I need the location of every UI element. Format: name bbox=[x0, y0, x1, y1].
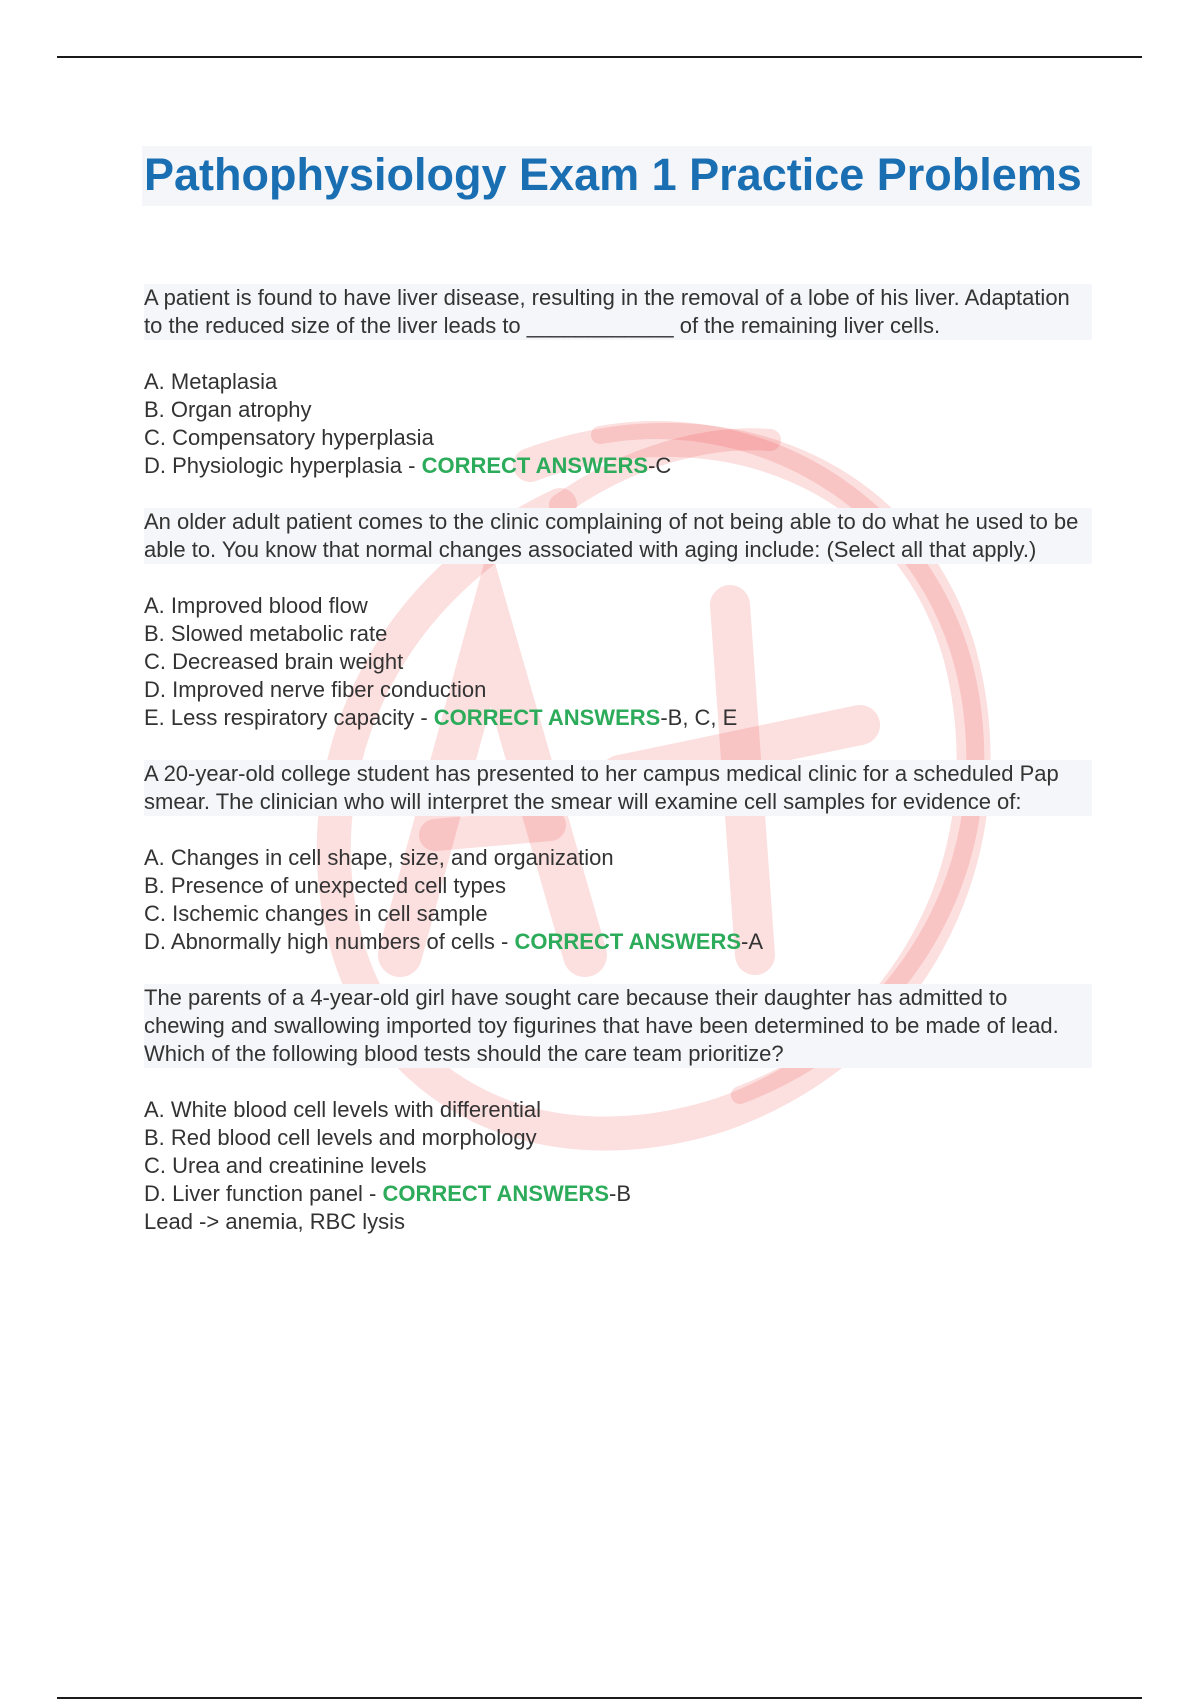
question-2 bbox=[144, 508, 1092, 732]
question-list bbox=[144, 284, 1092, 1236]
option-c: C. Decreased brain weight bbox=[144, 649, 404, 674]
option-a: A. Metaplasia bbox=[144, 369, 278, 394]
correct-answers-label: CORRECT ANSWERS bbox=[382, 1181, 609, 1206]
document-title: Pathophysiology Exam 1 Practice Problems bbox=[144, 149, 1082, 200]
document-body bbox=[144, 146, 1092, 1264]
title-box bbox=[142, 146, 1092, 206]
option-d: D. Liver function panel - bbox=[144, 1181, 383, 1206]
question-3 bbox=[144, 760, 1092, 956]
explanation-note: Lead -> anemia, RBC lysis bbox=[144, 1209, 406, 1234]
option-c: C. Urea and creatinine levels bbox=[144, 1153, 427, 1178]
header-rule bbox=[57, 56, 1142, 58]
option-a: A. Improved blood flow bbox=[144, 593, 368, 618]
option-d-with-answer bbox=[144, 928, 1092, 956]
option-b: B. Organ atrophy bbox=[144, 397, 312, 422]
option-e-with-answer bbox=[144, 704, 1092, 732]
option-a: A. White blood cell levels with differential bbox=[144, 1097, 542, 1122]
answer-value: -A bbox=[741, 929, 764, 954]
question-stem: An older adult patient comes to the clinic complaining of not being able to do what he used to be able to. You know that normal changes associated with aging include: (Select all that apply.) bbox=[144, 508, 1092, 564]
option-b: B. Red blood cell levels and morphology bbox=[144, 1125, 537, 1150]
correct-answers-label: CORRECT ANSWERS bbox=[514, 929, 742, 954]
option-b: B. Presence of unexpected cell types bbox=[144, 873, 506, 898]
answer-value: -B bbox=[609, 1181, 631, 1206]
option-d-with-answer bbox=[144, 1180, 1092, 1208]
option-list bbox=[144, 592, 1092, 732]
option-e: E. Less respiratory capacity - bbox=[144, 705, 434, 730]
option-d: D. Improved nerve fiber conduction bbox=[144, 677, 487, 702]
question-stem: A patient is found to have liver disease, resulting in the removal of a lobe of his liver. Adaptation to the reduced size of the liver leads to ____________ of the remaining liver cells. bbox=[144, 284, 1092, 340]
option-d-with-answer bbox=[144, 452, 1092, 480]
question-4 bbox=[144, 984, 1092, 1236]
option-c: C. Compensatory hyperplasia bbox=[144, 425, 434, 450]
answer-value: -C bbox=[648, 453, 672, 478]
option-a: A. Changes in cell shape, size, and organization bbox=[144, 845, 614, 870]
option-list bbox=[144, 844, 1092, 956]
option-list bbox=[144, 1096, 1092, 1236]
option-d: D. Physiologic hyperplasia - bbox=[144, 453, 422, 478]
option-b: B. Slowed metabolic rate bbox=[144, 621, 388, 646]
question-1 bbox=[144, 284, 1092, 480]
correct-answers-label: CORRECT ANSWERS bbox=[421, 453, 649, 478]
answer-value: -B, C, E bbox=[660, 705, 738, 730]
option-c: C. Ischemic changes in cell sample bbox=[144, 901, 488, 926]
question-stem: The parents of a 4-year-old girl have sought care because their daughter has admitted to chewing and swallowing imported toy figurines that have been determined to be made of lead. Which of the following blood tests should the care team prioritize? bbox=[144, 984, 1092, 1068]
correct-answers-label: CORRECT ANSWERS bbox=[433, 705, 661, 730]
footer-rule bbox=[57, 1697, 1142, 1699]
option-list bbox=[144, 368, 1092, 480]
option-d: D. Abnormally high numbers of cells - bbox=[144, 929, 515, 954]
question-stem: A 20-year-old college student has presented to her campus medical clinic for a scheduled Pap smear. The clinician who will interpret the smear will examine cell samples for evidence of: bbox=[144, 760, 1092, 816]
